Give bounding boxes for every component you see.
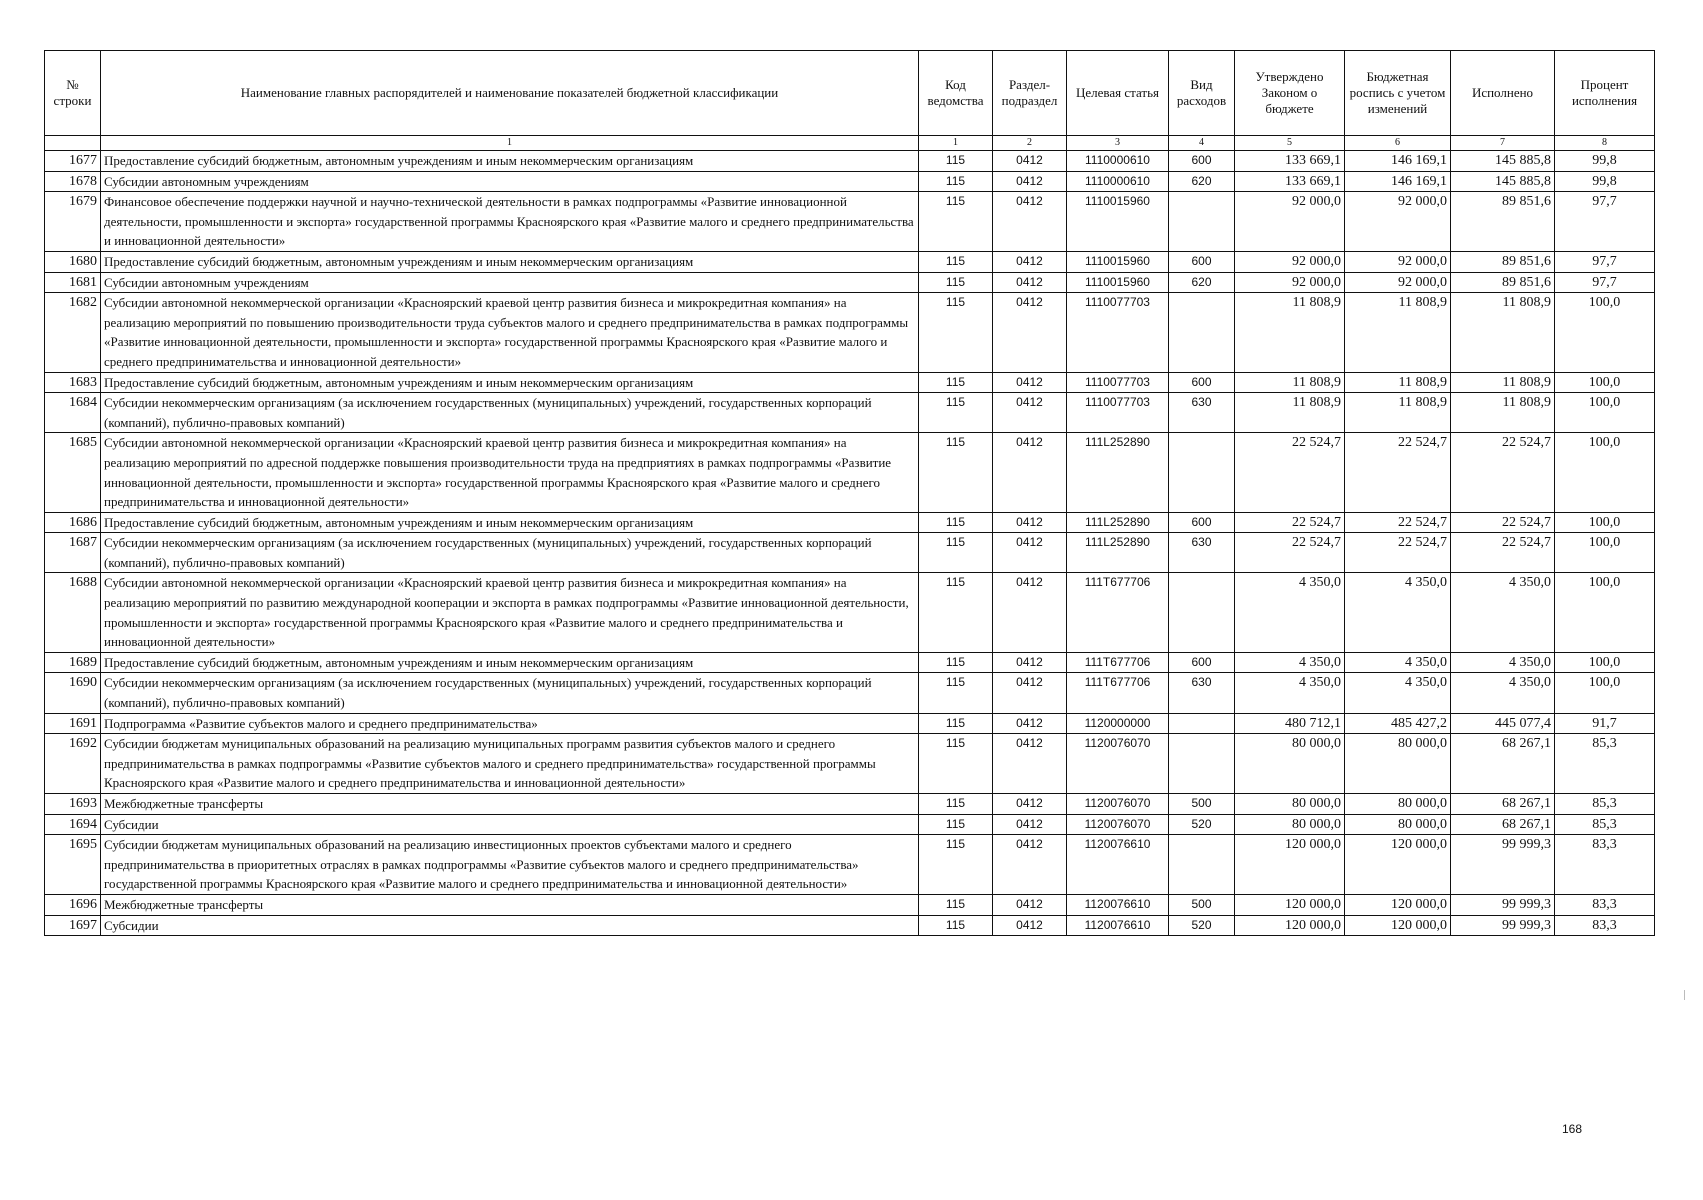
expense-type-code	[1169, 192, 1235, 252]
table-row	[45, 835, 1655, 895]
table-row	[45, 272, 1655, 293]
expense-type-code: 520	[1169, 915, 1235, 936]
column-header: Процент исполнения	[1555, 51, 1655, 136]
budget-plan-amount: 11 808,9	[1345, 293, 1451, 372]
executed-amount: 99 999,3	[1451, 894, 1555, 915]
target-article-code: 111L252890	[1067, 433, 1169, 512]
budget-plan-amount: 92 000,0	[1345, 251, 1451, 272]
department-code: 115	[919, 171, 993, 192]
execution-percent: 100,0	[1555, 573, 1655, 652]
indicator-name: Субсидии автономной некоммерческой организации «Красноярский краевой центр развития бизнеса и микрокредитная компания» на реализацию мероприятий по повышению производительности труда субъектов малого и среднего предпринимательства в рамках подпрограммы «Развитие инновационной деятельности, промышленности и экспорта» государственной программы Красноярского края «Развитие малого и среднего предпринимательства и инновационной деятельности»	[101, 293, 919, 372]
scan-edge-mark	[1684, 990, 1685, 1000]
execution-percent: 83,3	[1555, 915, 1655, 936]
column-number	[45, 136, 101, 151]
department-code: 115	[919, 814, 993, 835]
row-number: 1683	[45, 372, 101, 393]
indicator-name: Межбюджетные трансферты	[101, 894, 919, 915]
budget-plan-amount: 120 000,0	[1345, 835, 1451, 895]
indicator-name: Субсидии бюджетам муниципальных образований на реализацию инвестиционных проектов субъектами малого и среднего предпринимательства в приоритетных отраслях в рамках подпрограммы «Развитие субъектов малого и среднего предпринимательства» государственной программы Красноярского края «Развитие малого и среднего предпринимательства и инновационной деятельности»	[101, 835, 919, 895]
column-header: Исполнено	[1451, 51, 1555, 136]
expense-type-code: 600	[1169, 251, 1235, 272]
approved-amount: 22 524,7	[1235, 533, 1345, 573]
budget-plan-amount: 11 808,9	[1345, 393, 1451, 433]
department-code: 115	[919, 713, 993, 734]
executed-amount: 68 267,1	[1451, 794, 1555, 815]
table-body	[45, 151, 1655, 936]
executed-amount: 11 808,9	[1451, 393, 1555, 433]
target-article-code: 1120076070	[1067, 734, 1169, 794]
approved-amount: 92 000,0	[1235, 272, 1345, 293]
column-number-row	[45, 136, 1655, 151]
approved-amount: 80 000,0	[1235, 794, 1345, 815]
row-number: 1680	[45, 251, 101, 272]
section-code: 0412	[993, 894, 1067, 915]
expense-type-code	[1169, 734, 1235, 794]
budget-plan-amount: 11 808,9	[1345, 372, 1451, 393]
target-article-code: 1110077703	[1067, 393, 1169, 433]
row-number: 1681	[45, 272, 101, 293]
execution-percent: 100,0	[1555, 673, 1655, 713]
table-row	[45, 151, 1655, 172]
table-row	[45, 894, 1655, 915]
executed-amount: 145 885,8	[1451, 171, 1555, 192]
execution-percent: 83,3	[1555, 835, 1655, 895]
executed-amount: 11 808,9	[1451, 372, 1555, 393]
table-row	[45, 293, 1655, 372]
section-code: 0412	[993, 192, 1067, 252]
executed-amount: 11 808,9	[1451, 293, 1555, 372]
expense-type-code: 620	[1169, 272, 1235, 293]
table-row	[45, 393, 1655, 433]
execution-percent: 100,0	[1555, 293, 1655, 372]
indicator-name: Субсидии некоммерческим организациям (за исключением государственных (муниципальных) учреждений, государственных корпораций (компаний), публично-правовых компаний)	[101, 533, 919, 573]
indicator-name: Финансовое обеспечение поддержки научной и научно-технической деятельности в рамках подпрограммы «Развитие инновационной деятельности, промышленности и экспорта» государственной программы Красноярского края «Развитие малого и среднего предпринимательства и инновационной деятельности»	[101, 192, 919, 252]
budget-plan-amount: 485 427,2	[1345, 713, 1451, 734]
section-code: 0412	[993, 171, 1067, 192]
budget-plan-amount: 92 000,0	[1345, 192, 1451, 252]
approved-amount: 133 669,1	[1235, 171, 1345, 192]
table-row	[45, 512, 1655, 533]
row-number: 1688	[45, 573, 101, 652]
row-number: 1692	[45, 734, 101, 794]
row-number: 1693	[45, 794, 101, 815]
section-code: 0412	[993, 835, 1067, 895]
executed-amount: 4 350,0	[1451, 573, 1555, 652]
target-article-code: 111L252890	[1067, 512, 1169, 533]
approved-amount: 4 350,0	[1235, 673, 1345, 713]
target-article-code: 1120076070	[1067, 794, 1169, 815]
row-number: 1684	[45, 393, 101, 433]
expense-type-code: 620	[1169, 171, 1235, 192]
executed-amount: 89 851,6	[1451, 251, 1555, 272]
table-row	[45, 433, 1655, 512]
expense-type-code: 630	[1169, 673, 1235, 713]
expense-type-code: 630	[1169, 533, 1235, 573]
execution-percent: 100,0	[1555, 372, 1655, 393]
column-number: 7	[1451, 136, 1555, 151]
budget-plan-amount: 146 169,1	[1345, 171, 1451, 192]
section-code: 0412	[993, 372, 1067, 393]
row-number: 1679	[45, 192, 101, 252]
section-code: 0412	[993, 293, 1067, 372]
department-code: 115	[919, 652, 993, 673]
execution-percent: 85,3	[1555, 734, 1655, 794]
approved-amount: 80 000,0	[1235, 814, 1345, 835]
department-code: 115	[919, 512, 993, 533]
indicator-name: Субсидии автономной некоммерческой организации «Красноярский краевой центр развития бизнеса и микрокредитная компания» на реализацию мероприятий по развитию международной кооперации и экспорта в рамках подпрограммы «Развитие инновационной деятельности, промышленности и экспорта» государственной программы Красноярского края «Развитие малого и среднего предпринимательства и инновационной деятельности»	[101, 573, 919, 652]
section-code: 0412	[993, 573, 1067, 652]
approved-amount: 92 000,0	[1235, 192, 1345, 252]
column-number: 6	[1345, 136, 1451, 151]
target-article-code: 1110015960	[1067, 272, 1169, 293]
target-article-code: 111T677706	[1067, 652, 1169, 673]
target-article-code: 1110000610	[1067, 151, 1169, 172]
budget-plan-amount: 22 524,7	[1345, 533, 1451, 573]
row-number: 1697	[45, 915, 101, 936]
indicator-name: Предоставление субсидий бюджетным, автономным учреждениям и иным некоммерческим организациям	[101, 251, 919, 272]
budget-plan-amount: 4 350,0	[1345, 652, 1451, 673]
indicator-name: Подпрограмма «Развитие субъектов малого и среднего предпринимательства»	[101, 713, 919, 734]
approved-amount: 4 350,0	[1235, 573, 1345, 652]
budget-table	[44, 50, 1655, 936]
indicator-name: Субсидии автономным учреждениям	[101, 272, 919, 293]
execution-percent: 91,7	[1555, 713, 1655, 734]
indicator-name: Субсидии некоммерческим организациям (за исключением государственных (муниципальных) учреждений, государственных корпораций (компаний), публично-правовых компаний)	[101, 673, 919, 713]
department-code: 115	[919, 573, 993, 652]
execution-percent: 97,7	[1555, 251, 1655, 272]
column-number: 1	[919, 136, 993, 151]
approved-amount: 92 000,0	[1235, 251, 1345, 272]
executed-amount: 89 851,6	[1451, 192, 1555, 252]
department-code: 115	[919, 192, 993, 252]
column-header: № строки	[45, 51, 101, 136]
column-number: 3	[1067, 136, 1169, 151]
executed-amount: 445 077,4	[1451, 713, 1555, 734]
table-row	[45, 673, 1655, 713]
row-number: 1685	[45, 433, 101, 512]
column-header: Бюджетная роспись с учетом изменений	[1345, 51, 1451, 136]
executed-amount: 4 350,0	[1451, 652, 1555, 673]
budget-plan-amount: 80 000,0	[1345, 734, 1451, 794]
target-article-code: 1120076610	[1067, 894, 1169, 915]
executed-amount: 89 851,6	[1451, 272, 1555, 293]
row-number: 1690	[45, 673, 101, 713]
table-row	[45, 573, 1655, 652]
approved-amount: 4 350,0	[1235, 652, 1345, 673]
expense-type-code	[1169, 573, 1235, 652]
table-row	[45, 734, 1655, 794]
executed-amount: 22 524,7	[1451, 512, 1555, 533]
approved-amount: 120 000,0	[1235, 894, 1345, 915]
expense-type-code: 600	[1169, 512, 1235, 533]
expense-type-code: 600	[1169, 372, 1235, 393]
indicator-name: Субсидии автономным учреждениям	[101, 171, 919, 192]
budget-plan-amount: 92 000,0	[1345, 272, 1451, 293]
budget-plan-amount: 80 000,0	[1345, 814, 1451, 835]
budget-plan-amount: 120 000,0	[1345, 894, 1451, 915]
row-number: 1686	[45, 512, 101, 533]
table-row	[45, 251, 1655, 272]
execution-percent: 100,0	[1555, 652, 1655, 673]
indicator-name: Предоставление субсидий бюджетным, автономным учреждениям и иным некоммерческим организациям	[101, 512, 919, 533]
department-code: 115	[919, 673, 993, 713]
department-code: 115	[919, 293, 993, 372]
executed-amount: 68 267,1	[1451, 734, 1555, 794]
column-header: Вид расходов	[1169, 51, 1235, 136]
budget-plan-amount: 4 350,0	[1345, 673, 1451, 713]
expense-type-code: 500	[1169, 894, 1235, 915]
table-row	[45, 794, 1655, 815]
column-number: 2	[993, 136, 1067, 151]
target-article-code: 1110077703	[1067, 293, 1169, 372]
budget-plan-amount: 4 350,0	[1345, 573, 1451, 652]
header-row	[45, 51, 1655, 136]
section-code: 0412	[993, 814, 1067, 835]
execution-percent: 99,8	[1555, 151, 1655, 172]
table-row	[45, 713, 1655, 734]
approved-amount: 120 000,0	[1235, 915, 1345, 936]
budget-plan-amount: 146 169,1	[1345, 151, 1451, 172]
execution-percent: 83,3	[1555, 894, 1655, 915]
target-article-code: 111L252890	[1067, 533, 1169, 573]
column-header: Целевая статья	[1067, 51, 1169, 136]
execution-percent: 100,0	[1555, 512, 1655, 533]
section-code: 0412	[993, 652, 1067, 673]
budget-plan-amount: 120 000,0	[1345, 915, 1451, 936]
target-article-code: 1120076610	[1067, 835, 1169, 895]
row-number: 1695	[45, 835, 101, 895]
execution-percent: 97,7	[1555, 272, 1655, 293]
section-code: 0412	[993, 713, 1067, 734]
executed-amount: 4 350,0	[1451, 673, 1555, 713]
department-code: 115	[919, 151, 993, 172]
target-article-code: 1120000000	[1067, 713, 1169, 734]
section-code: 0412	[993, 794, 1067, 815]
execution-percent: 99,8	[1555, 171, 1655, 192]
expense-type-code: 500	[1169, 794, 1235, 815]
column-header: Раздел-подраздел	[993, 51, 1067, 136]
executed-amount: 99 999,3	[1451, 915, 1555, 936]
approved-amount: 480 712,1	[1235, 713, 1345, 734]
expense-type-code	[1169, 835, 1235, 895]
column-header: Наименование главных распорядителей и наименование показателей бюджетной классификации	[101, 51, 919, 136]
section-code: 0412	[993, 151, 1067, 172]
execution-percent: 100,0	[1555, 433, 1655, 512]
row-number: 1677	[45, 151, 101, 172]
indicator-name: Субсидии бюджетам муниципальных образований на реализацию муниципальных программ развития субъектов малого и среднего предпринимательства в рамках подпрограммы «Развитие субъектов малого и среднего предпринимательства» государственной программы Красноярского края «Развитие малого и среднего предпринимательства и инновационной деятельности»	[101, 734, 919, 794]
row-number: 1691	[45, 713, 101, 734]
budget-plan-amount: 22 524,7	[1345, 433, 1451, 512]
indicator-name: Субсидии	[101, 915, 919, 936]
row-number: 1687	[45, 533, 101, 573]
department-code: 115	[919, 393, 993, 433]
approved-amount: 22 524,7	[1235, 433, 1345, 512]
department-code: 115	[919, 915, 993, 936]
section-code: 0412	[993, 272, 1067, 293]
row-number: 1682	[45, 293, 101, 372]
approved-amount: 22 524,7	[1235, 512, 1345, 533]
executed-amount: 145 885,8	[1451, 151, 1555, 172]
department-code: 115	[919, 251, 993, 272]
budget-plan-amount: 80 000,0	[1345, 794, 1451, 815]
department-code: 115	[919, 894, 993, 915]
department-code: 115	[919, 835, 993, 895]
table-row	[45, 171, 1655, 192]
indicator-name: Субсидии некоммерческим организациям (за исключением государственных (муниципальных) учреждений, государственных корпораций (компаний), публично-правовых компаний)	[101, 393, 919, 433]
page-number: 168	[1562, 1122, 1583, 1136]
indicator-name: Предоставление субсидий бюджетным, автономным учреждениям и иным некоммерческим организациям	[101, 151, 919, 172]
expense-type-code: 630	[1169, 393, 1235, 433]
row-number: 1689	[45, 652, 101, 673]
indicator-name: Субсидии автономной некоммерческой организации «Красноярский краевой центр развития бизнеса и микрокредитная компания» на реализацию мероприятий по адресной поддержке повышения производительности труда на предприятиях в рамках подпрограммы «Развитие инновационной деятельности, промышленности и экспорта» государственной программы Красноярского края «Развитие малого и среднего предпринимательства и инновационной деятельности»	[101, 433, 919, 512]
section-code: 0412	[993, 673, 1067, 713]
table-row	[45, 915, 1655, 936]
expense-type-code: 520	[1169, 814, 1235, 835]
target-article-code: 1110015960	[1067, 192, 1169, 252]
expense-type-code: 600	[1169, 652, 1235, 673]
executed-amount: 68 267,1	[1451, 814, 1555, 835]
approved-amount: 133 669,1	[1235, 151, 1345, 172]
table-row	[45, 533, 1655, 573]
department-code: 115	[919, 533, 993, 573]
expense-type-code: 600	[1169, 151, 1235, 172]
column-header: Утверждено Законом о бюджете	[1235, 51, 1345, 136]
executed-amount: 99 999,3	[1451, 835, 1555, 895]
department-code: 115	[919, 272, 993, 293]
target-article-code: 1110015960	[1067, 251, 1169, 272]
section-code: 0412	[993, 433, 1067, 512]
execution-percent: 100,0	[1555, 393, 1655, 433]
target-article-code: 1120076610	[1067, 915, 1169, 936]
approved-amount: 120 000,0	[1235, 835, 1345, 895]
indicator-name: Межбюджетные трансферты	[101, 794, 919, 815]
expense-type-code	[1169, 713, 1235, 734]
row-number: 1696	[45, 894, 101, 915]
section-code: 0412	[993, 512, 1067, 533]
section-code: 0412	[993, 915, 1067, 936]
execution-percent: 97,7	[1555, 192, 1655, 252]
expense-type-code	[1169, 433, 1235, 512]
approved-amount: 80 000,0	[1235, 734, 1345, 794]
section-code: 0412	[993, 251, 1067, 272]
table-row	[45, 814, 1655, 835]
table-row	[45, 652, 1655, 673]
execution-percent: 85,3	[1555, 814, 1655, 835]
executed-amount: 22 524,7	[1451, 433, 1555, 512]
section-code: 0412	[993, 734, 1067, 794]
budget-plan-amount: 22 524,7	[1345, 512, 1451, 533]
row-number: 1678	[45, 171, 101, 192]
target-article-code: 1110000610	[1067, 171, 1169, 192]
approved-amount: 11 808,9	[1235, 293, 1345, 372]
row-number: 1694	[45, 814, 101, 835]
target-article-code: 111T677706	[1067, 673, 1169, 713]
column-number: 1	[101, 136, 919, 151]
executed-amount: 22 524,7	[1451, 533, 1555, 573]
column-number: 4	[1169, 136, 1235, 151]
table-row	[45, 192, 1655, 252]
expense-type-code	[1169, 293, 1235, 372]
indicator-name: Предоставление субсидий бюджетным, автономным учреждениям и иным некоммерческим организациям	[101, 652, 919, 673]
indicator-name: Предоставление субсидий бюджетным, автономным учреждениям и иным некоммерческим организациям	[101, 372, 919, 393]
column-number: 8	[1555, 136, 1655, 151]
budget-table-container	[44, 50, 1655, 936]
target-article-code: 1120076070	[1067, 814, 1169, 835]
approved-amount: 11 808,9	[1235, 393, 1345, 433]
approved-amount: 11 808,9	[1235, 372, 1345, 393]
department-code: 115	[919, 372, 993, 393]
section-code: 0412	[993, 393, 1067, 433]
execution-percent: 100,0	[1555, 533, 1655, 573]
table-row	[45, 372, 1655, 393]
department-code: 115	[919, 734, 993, 794]
department-code: 115	[919, 433, 993, 512]
execution-percent: 85,3	[1555, 794, 1655, 815]
column-header: Код ведомства	[919, 51, 993, 136]
target-article-code: 111T677706	[1067, 573, 1169, 652]
indicator-name: Субсидии	[101, 814, 919, 835]
target-article-code: 1110077703	[1067, 372, 1169, 393]
section-code: 0412	[993, 533, 1067, 573]
column-number: 5	[1235, 136, 1345, 151]
department-code: 115	[919, 794, 993, 815]
